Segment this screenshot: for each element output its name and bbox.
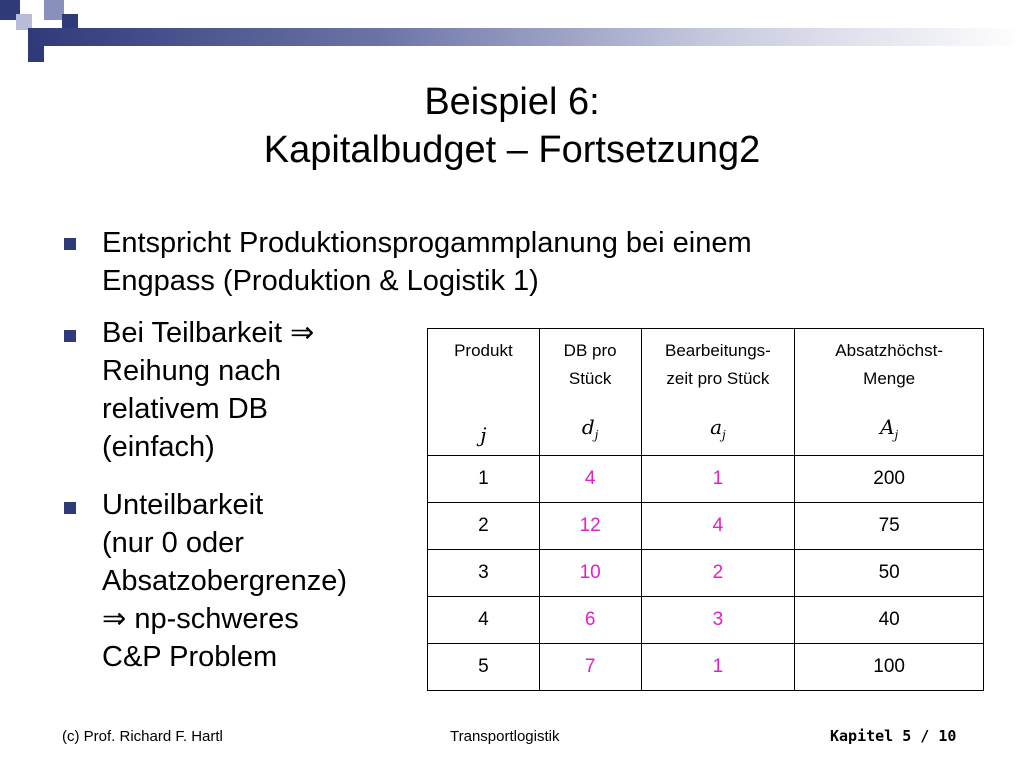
cell-absatz: 200 — [795, 456, 984, 503]
cell-absatz: 100 — [795, 644, 984, 691]
cell-bearbeitung: 4 — [641, 503, 795, 550]
footer-author: (c) Prof. Richard F. Hartl — [62, 728, 223, 745]
cell-db: 10 — [539, 550, 641, 597]
footer-page: Kapitel 5 / 10 — [830, 727, 957, 745]
header-bearbeitung-line-1: Bearbeitungs- — [664, 341, 771, 360]
cell-produkt: 1 — [428, 456, 540, 503]
symbol-a: a — [710, 415, 723, 439]
decor-square-3 — [44, 0, 64, 20]
symbol-A: A — [880, 415, 895, 439]
bullet-marker-1 — [64, 238, 76, 250]
bullet-text-1 — [102, 224, 752, 300]
table-row — [428, 503, 984, 550]
cell-produkt: 5 — [428, 644, 540, 691]
bullet-2-line-4: (einfach) — [102, 431, 215, 463]
page-title — [0, 78, 1024, 174]
table-row — [428, 597, 984, 644]
header-db-line-2: Stück — [568, 369, 612, 388]
header-absatz-line-1: Absatzhöchst- — [835, 341, 944, 360]
bullet-3-line-2: (nur 0 oder — [102, 527, 244, 559]
symbol-d-sub: j — [594, 428, 599, 442]
header-absatz-symbol — [795, 413, 983, 449]
cell-produkt: 4 — [428, 597, 540, 644]
header-absatz — [795, 329, 984, 456]
bullet-text-3 — [102, 486, 347, 676]
bullet-marker-2 — [64, 330, 76, 342]
cell-db: 7 — [539, 644, 641, 691]
header-absatz-line-2: Menge — [863, 369, 916, 388]
decor-square-5 — [28, 46, 44, 62]
cell-produkt: 2 — [428, 503, 540, 550]
title-line-2: Kapitalbudget – Fortsetzung2 — [263, 129, 761, 171]
header-produkt-symbol — [428, 421, 539, 449]
product-table — [427, 328, 984, 691]
bullet-3-line-5: C&P Problem — [102, 641, 278, 673]
table-row — [428, 456, 984, 503]
bullet-2-line-2: Reihung nach — [102, 355, 281, 387]
header-gradient-bar — [28, 28, 1024, 46]
cell-bearbeitung: 2 — [641, 550, 795, 597]
bullet-2-line-3: relativem DB — [102, 393, 268, 425]
bullet-2-line-1: Bei Teilbarkeit ⇒ — [102, 317, 315, 349]
bullet-3-line-1: Unteilbarkeit — [102, 489, 264, 521]
cell-bearbeitung: 1 — [641, 456, 795, 503]
bullet-1-line-2: Engpass (Produktion & Logistik 1) — [102, 265, 539, 297]
title-line-1: Beispiel 6: — [424, 81, 600, 123]
symbol-d: d — [581, 415, 595, 439]
header-bearbeitung — [641, 329, 795, 456]
symbol-a-sub: j — [722, 428, 726, 442]
cell-absatz: 50 — [795, 550, 984, 597]
cell-db: 12 — [539, 503, 641, 550]
bullet-3-line-4: ⇒ np-schweres — [102, 603, 299, 635]
header-produkt-label: Produkt — [454, 341, 513, 360]
header-db — [539, 329, 641, 456]
header-produkt — [428, 329, 540, 456]
cell-db: 4 — [539, 456, 641, 503]
bullet-text-2 — [102, 314, 314, 466]
cell-db: 6 — [539, 597, 641, 644]
cell-produkt: 3 — [428, 550, 540, 597]
bullet-1-line-1: Entspricht Produktionsprogammplanung bei einem — [102, 227, 752, 259]
header-db-line-1: DB pro — [563, 341, 617, 360]
cell-bearbeitung: 1 — [641, 644, 795, 691]
table-row — [428, 550, 984, 597]
table-row — [428, 644, 984, 691]
cell-bearbeitung: 3 — [641, 597, 795, 644]
header-bearbeitung-symbol — [642, 413, 795, 449]
bullet-marker-3 — [64, 502, 76, 514]
table-header-row — [428, 329, 984, 456]
cell-absatz: 40 — [795, 597, 984, 644]
header-db-symbol — [540, 413, 641, 449]
footer-course: Transportlogistik — [450, 728, 560, 745]
symbol-A-sub: j — [894, 428, 899, 442]
cell-absatz: 75 — [795, 503, 984, 550]
bullet-3-line-3: Absatzobergrenze) — [102, 565, 348, 597]
header-bearbeitung-line-2: zeit pro Stück — [666, 369, 770, 388]
symbol-j: j — [480, 423, 487, 447]
